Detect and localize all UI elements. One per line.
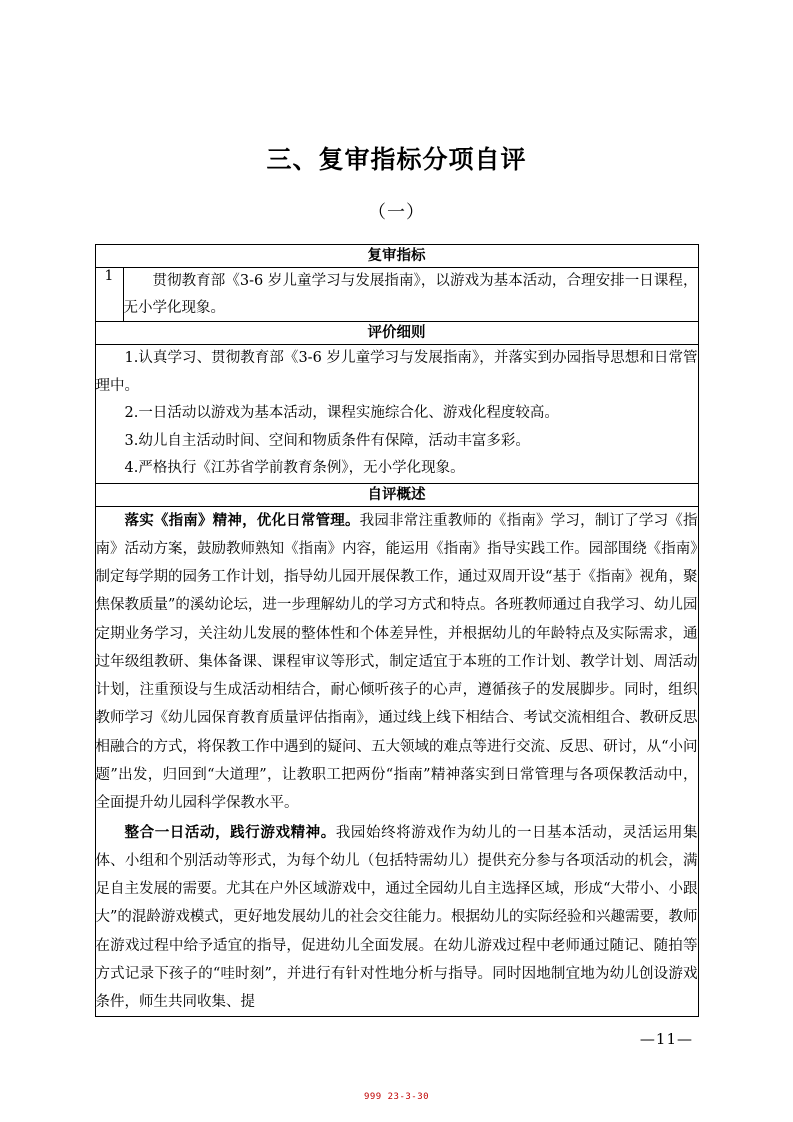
- table-row-summary: [95, 506, 698, 1017]
- rule-item: 3.幼儿自主活动时间、空间和物质条件有保障，活动丰富多彩。: [124, 432, 530, 449]
- rule-item: 1.认真学习、贯彻教育部《3-6 岁儿童学习与发展指南》，并落实到办园指导思想和日常管理中。: [95, 350, 698, 394]
- self-evaluation-table: [95, 244, 699, 1017]
- indicator-number-cell: 1: [95, 267, 123, 322]
- table-row-summary-header: [95, 483, 698, 506]
- summary-body-cell: [95, 506, 698, 1017]
- indicator-text-cell: 贯彻教育部《3-6 岁儿童学习与发展指南》，以游戏为基本活动，合理安排一日课程，无小学化现象。: [123, 267, 698, 322]
- table-row-rules: [95, 345, 698, 484]
- summary-lead: 整合一日活动，践行游戏精神。: [124, 823, 336, 841]
- page-subtitle: （一）: [368, 202, 425, 223]
- summary-lead: 落实《指南》精神，优化日常管理。: [124, 511, 360, 529]
- page-title: 三、复审指标分项自评: [266, 145, 527, 174]
- table-row-indicator: [95, 267, 698, 322]
- indicator-header-cell: 复审指标: [95, 245, 698, 268]
- table-row-rules-header: [95, 322, 698, 345]
- rule-item: 4.严格执行《江苏省学前教育条例》，无小学化现象。: [124, 460, 465, 477]
- summary-text: 我园非常注重教师的《指南》学习，制订了学习《指南》活动方案，鼓励教师熟知《指南》内容，能运用《指南》指导实践工作。园部围绕《指南》制定每学期的园务工作计划，指导幼儿园开展保教工作，通过双周开设“基于《指南》视角，聚焦保教质量”的溪幼论坛，进一步理解幼儿的学习方式和特点。各班教师通过自我学习、幼儿园定期业务学习，关注幼儿发展的整体性和个体差异性，并根据幼儿的年龄特点及实际需求，通过年级组教研、集体备课、课程审议等形式，制定适宜于本班的工作计划、教学计划、周活动计划，注重预设与生成活动相结合，耐心倾听孩子的心声，遵循孩子的发展脚步。同时，组织教师学习《幼儿园保育教育质量评估指南》，通过线上线下相结合、考试交流相组合、教研反思相融合的方式，将保教工作中遇到的疑问、五大领域的难点等进行交流、反思、研讨，从“小问题”出发，归回到“大道理”，让教职工把两份“指南”精神落实到日常管理与各项保教活动中，全面提升幼儿园科学保教水平。: [95, 512, 698, 812]
- page-number: —11—: [639, 1030, 693, 1048]
- summary-paragraph: [96, 819, 698, 1017]
- rule-item: 2.一日活动以游戏为基本活动，课程实施综合化、游戏化程度较高。: [124, 405, 559, 422]
- summary-text: 我园始终将游戏作为幼儿的一日基本活动，灵活运用集体、小组和个别活动等形式，为每个幼儿（包括特需幼儿）提供充分参与各项活动的机会，满足自主发展的需要。尤其在户外区域游戏中，通过全园幼儿自主选择区域，形成“大带小、小跟大”的混龄游戏模式，更好地发展幼儿的社会交往能力。根据幼儿的实际经验和兴趣需要，教师在游戏过程中给予适宜的指导，促进幼儿全面发展。在幼儿游戏过程中老师通过随记、随拍等方式记录下孩子的“哇时刻”，并进行有针对性地分析与指导。同时因地制宜地为幼儿创设游戏条件，师生共同收集、提: [95, 824, 698, 1011]
- footer-stamp: 999 23-3-30: [363, 1092, 430, 1102]
- rules-list-cell: [95, 345, 698, 484]
- table-row-indicator-header: [95, 245, 698, 268]
- rules-header-cell: 评价细则: [95, 322, 698, 345]
- summary-header-cell: 自评概述: [95, 483, 698, 506]
- summary-paragraph: [96, 507, 698, 818]
